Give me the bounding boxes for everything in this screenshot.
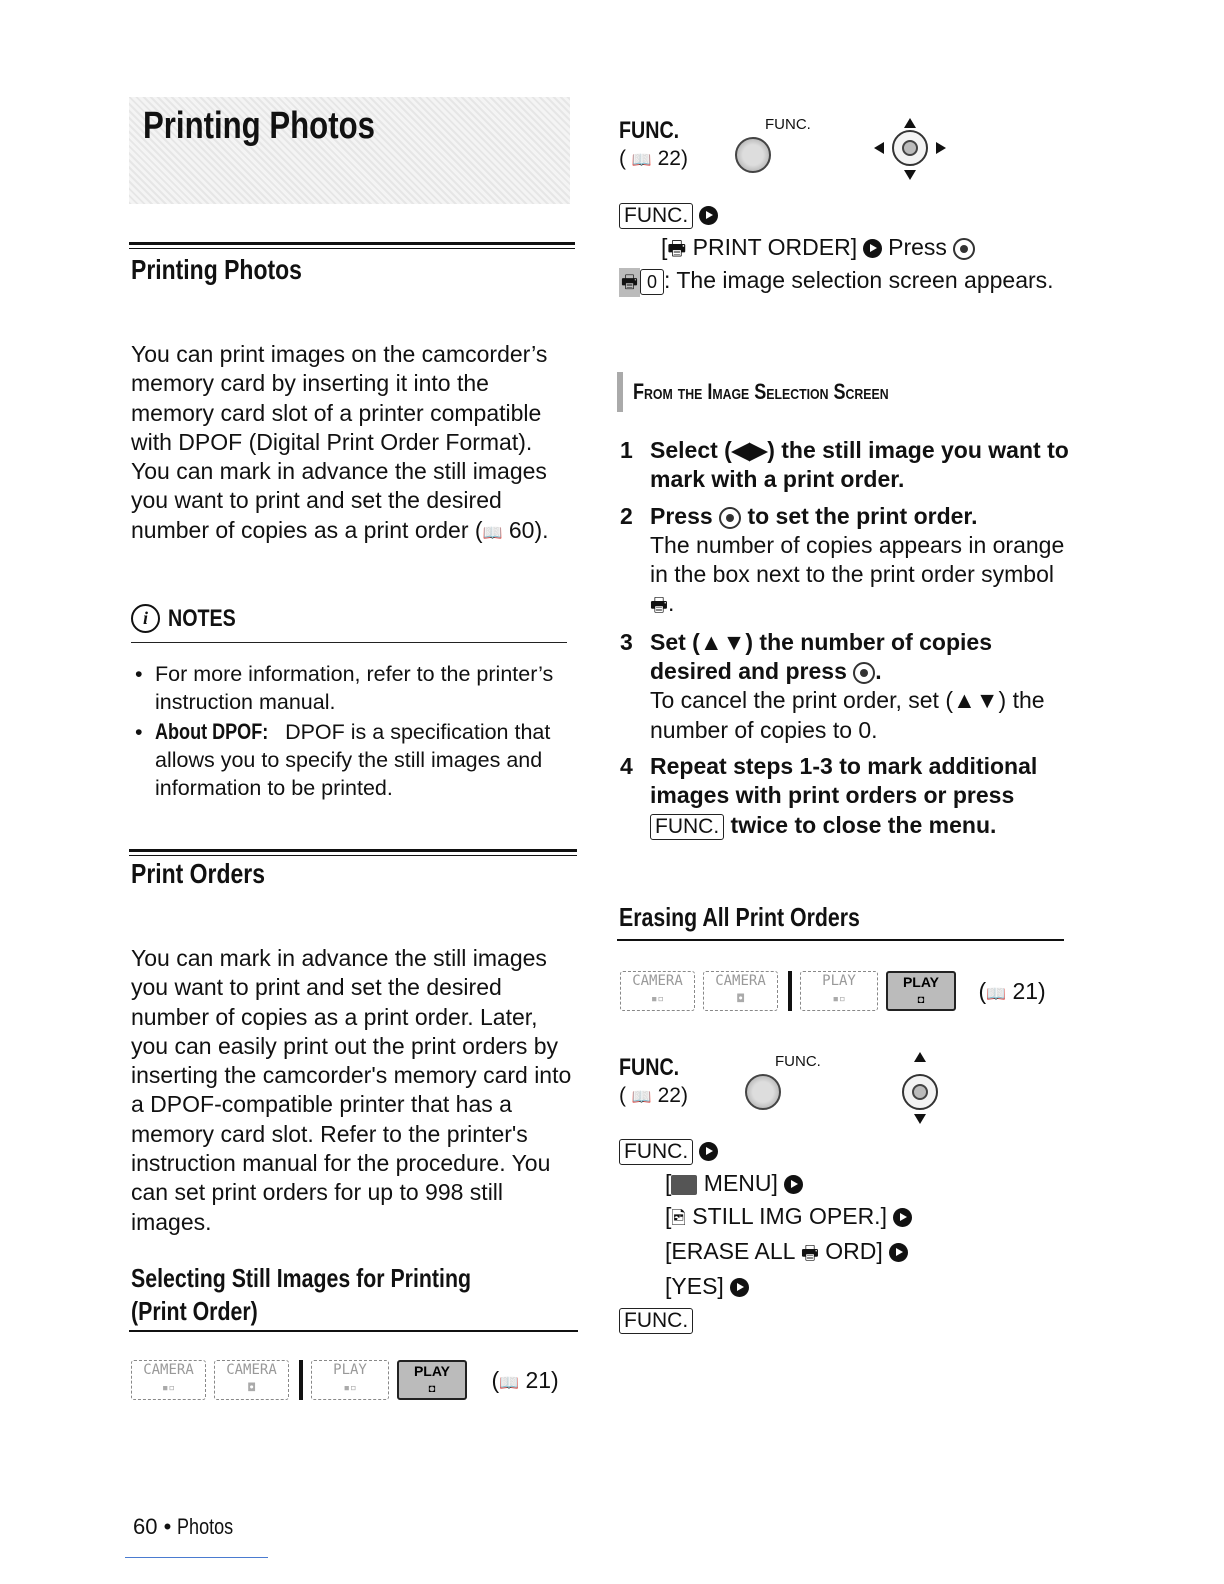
page-reference: (📖 21) — [978, 977, 1046, 1004]
func-dial-icon — [745, 1074, 781, 1110]
subsection-heading: Selecting Still Images for Printing (Print Order) — [131, 1263, 472, 1326]
print-order-icon: 🖶 — [650, 595, 668, 617]
info-icon: i — [131, 604, 160, 633]
next-arrow-icon — [730, 1278, 749, 1297]
banner-title: Printing Photos — [143, 105, 375, 147]
movie-icon: ▪▫ — [161, 1381, 176, 1394]
func-button-diagram: FUNC. — [745, 1053, 821, 1115]
joystick-press-icon — [853, 662, 875, 684]
title-banner — [129, 97, 570, 204]
section-rule — [129, 242, 575, 245]
step-2: 2 Press to set the print order. The number of copies appears in orange in the box next to the print order symbol 🖶. — [620, 502, 1065, 617]
mode-camera-still: CAMERA ◘ — [703, 971, 778, 1011]
mode-play-still: PLAY ◘ — [397, 1360, 467, 1400]
camera-icon: ◘ — [737, 992, 744, 1005]
section-heading-printing-photos: Printing Photos — [131, 254, 302, 285]
func-key: FUNC. — [619, 1308, 693, 1334]
bullet-separator: • — [163, 1514, 178, 1539]
joystick-press-icon — [719, 507, 741, 529]
book-icon: 📖 — [986, 985, 1007, 1003]
page-reference: (📖 21) — [491, 1366, 559, 1393]
print-order-icon: 🖶 — [800, 1243, 819, 1264]
mode-selector — [131, 1360, 559, 1400]
copies-box: 0 — [640, 269, 664, 295]
erasing-rule — [617, 939, 1064, 941]
menu-icon — [671, 1175, 697, 1195]
page-footer — [133, 1514, 246, 1540]
print-order-icon: 🖶 — [667, 238, 687, 260]
mode-play-movie: PLAY ▪▫ — [800, 971, 878, 1011]
func-block: FUNC. ( 📖 22) — [619, 117, 688, 170]
mode-camera-movie: CAMERA ▪▫ — [131, 1360, 206, 1400]
movie-icon: ▪▫ — [650, 992, 665, 1005]
erase-procedure: FUNC. [ MENU] [🖻 STILL IMG OPER.] [ERASE ALL 🖶 ORD] [YES] FUNC. — [619, 1134, 1069, 1336]
still-img-icon: 🖻 — [671, 1208, 686, 1228]
footer-rule — [125, 1557, 268, 1558]
func-key: FUNC. — [619, 203, 693, 229]
mode-selector — [620, 971, 1046, 1011]
step-4: 4 Repeat steps 1-3 to mark additional images with print orders or press FUNC. twice to close the menu. — [620, 752, 1038, 838]
step-3: 3 Set (▲▼) the number of copies desired and press . To cancel the print order, set (▲▼) the number of copies to 0. — [620, 628, 1045, 743]
joystick-icon — [880, 118, 940, 178]
mode-camera-movie: CAMERA ▪▫ — [620, 971, 695, 1011]
func-key: FUNC. — [619, 1139, 693, 1165]
next-arrow-icon — [863, 239, 882, 258]
book-icon: 📖 — [499, 1374, 520, 1392]
joystick-press-icon — [953, 238, 975, 260]
next-arrow-icon — [699, 1142, 718, 1161]
camera-icon: ◘ — [917, 994, 925, 1006]
mode-divider — [788, 971, 792, 1011]
list-item: • For more information, refer to the printer’s instruction manual. — [133, 660, 573, 716]
next-arrow-icon — [784, 1175, 803, 1194]
notes-list — [133, 660, 573, 802]
mode-play-movie: PLAY ▪▫ — [311, 1360, 389, 1400]
print-orders-paragraph: You can mark in advance the still images you want to print and set the desired number of copies as a print order. Later, you can easily print out the print orders by inserting the camcorder's memory card into a DPOF-compatible printer that has a memory card slot. Refer to the printer's instruction manual for the procedure. You can set print orders for up to 998 still images. — [131, 945, 572, 1235]
next-arrow-icon — [889, 1243, 908, 1262]
notes-header: i NOTES — [131, 604, 567, 643]
subsection-rule — [129, 1330, 578, 1332]
procedure-steps: FUNC. [🖶 PRINT ORDER] Press 🖶 0 : The image selection screen appears. — [619, 198, 1069, 297]
camera-icon: ◘ — [248, 1381, 255, 1394]
list-item: • About DPOF: DPOF is a specification that allows you to specify the still images and information to be printed. — [133, 718, 573, 802]
section-heading-erasing: Erasing All Print Orders — [619, 902, 860, 932]
movie-icon: ▪▫ — [343, 1381, 357, 1394]
print-order-symbol-icon: 🖶 — [619, 268, 640, 297]
sub-heading-from-selection: From the Image Selection Screen — [617, 372, 945, 412]
func-key: FUNC. — [650, 814, 724, 840]
next-arrow-icon — [893, 1208, 912, 1227]
book-icon: 📖 — [631, 1089, 652, 1106]
movie-icon: ▪▫ — [832, 992, 846, 1005]
mode-camera-still: CAMERA ◘ — [214, 1360, 289, 1400]
book-icon: 📖 — [631, 152, 652, 169]
footer-section: Photos — [177, 1514, 234, 1539]
page-number: 60 — [133, 1514, 158, 1539]
camera-icon: ◘ — [428, 1383, 436, 1395]
section-heading-print-orders: Print Orders — [131, 858, 265, 889]
func-button-diagram: FUNC. — [735, 116, 811, 178]
section-rule — [129, 849, 577, 852]
func-dial-icon — [735, 137, 771, 173]
mode-divider — [299, 1360, 303, 1400]
numbered-steps — [618, 436, 1078, 847]
func-block: FUNC. ( 📖 22) — [619, 1054, 688, 1107]
book-icon: 📖 — [482, 524, 503, 542]
heading-marker — [617, 372, 623, 412]
next-arrow-icon — [699, 206, 718, 225]
mode-play-still: PLAY ◘ — [886, 971, 956, 1011]
printing-photos-paragraph: You can print images on the camcorder’s memory card by inserting it into the memory card slot of a printer compatible with DPOF (Digital Print Order Format). You can mark in advance the still images you want to print and set the desired number of copies as a print order (📖 60). — [131, 341, 549, 543]
step-1: 1 Select (◀▶) the still image you want to mark with a print order. — [620, 437, 1069, 493]
joystick-icon — [890, 1062, 950, 1122]
